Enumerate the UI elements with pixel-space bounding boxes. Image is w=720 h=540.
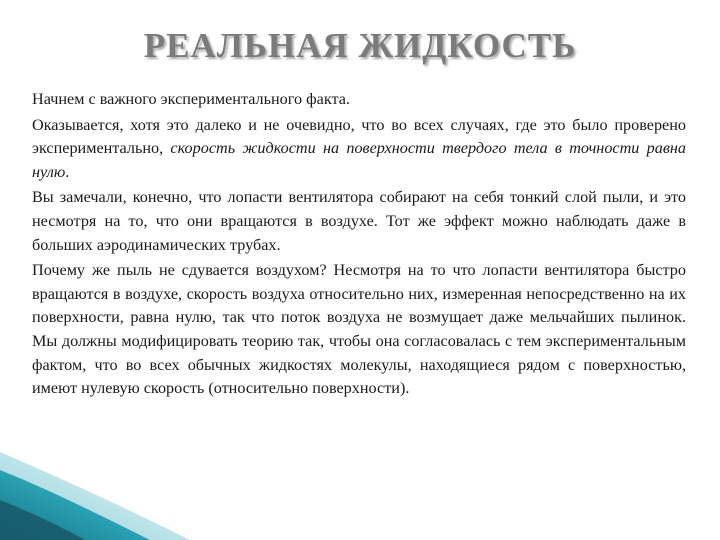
wave-band-dark [0,500,85,540]
slide-title: РЕАЛЬНАЯ ЖИДКОСТЬ [143,26,577,65]
paragraph-intro: Начнем с важного экспериментального факта. [32,90,350,108]
wave-band-main [0,470,150,540]
paragraph-fact-text: Оказывается, хотя это далеко и не очевидно, что во всех случаях, где это было проверено экспериментально, [32,115,686,158]
slide-body [32,88,686,403]
paragraph-fact-emphasis: скорость жидкости на поверхности твердого тела в точности равна нулю [32,139,686,181]
wave-band-light [0,452,190,540]
paragraph-fan-dust: Вы замечали, конечно, что лопасти вентилятора собирают на себя тонкий слой пыли, и это несмотря на то, что они вращаются в воздухе. Тот же эффект можно наблюдать даже в больших аэродинамических трубах. [32,188,686,254]
paragraph-fact [32,114,686,185]
paragraph-fact-end: . [65,162,70,181]
paragraph-explanation: Почему же пыль не сдувается воздухом? Несмотря на то что лопасти вентилятора быстро вращаются в воздухе, скорость воздуха относительно них, измеренная непосредственно на их поверхности, равна нулю, так что поток воздуха не возмущает даже мельчайших пылинок. Мы должны модифицировать теорию так, чтобы она согласовалась с тем экспериментальным фактом, что во всех обычных жидкостях молекулы, находящиеся рядом с поверхностью, имеют нулевую скорость (относительно поверхности). [32,261,686,398]
